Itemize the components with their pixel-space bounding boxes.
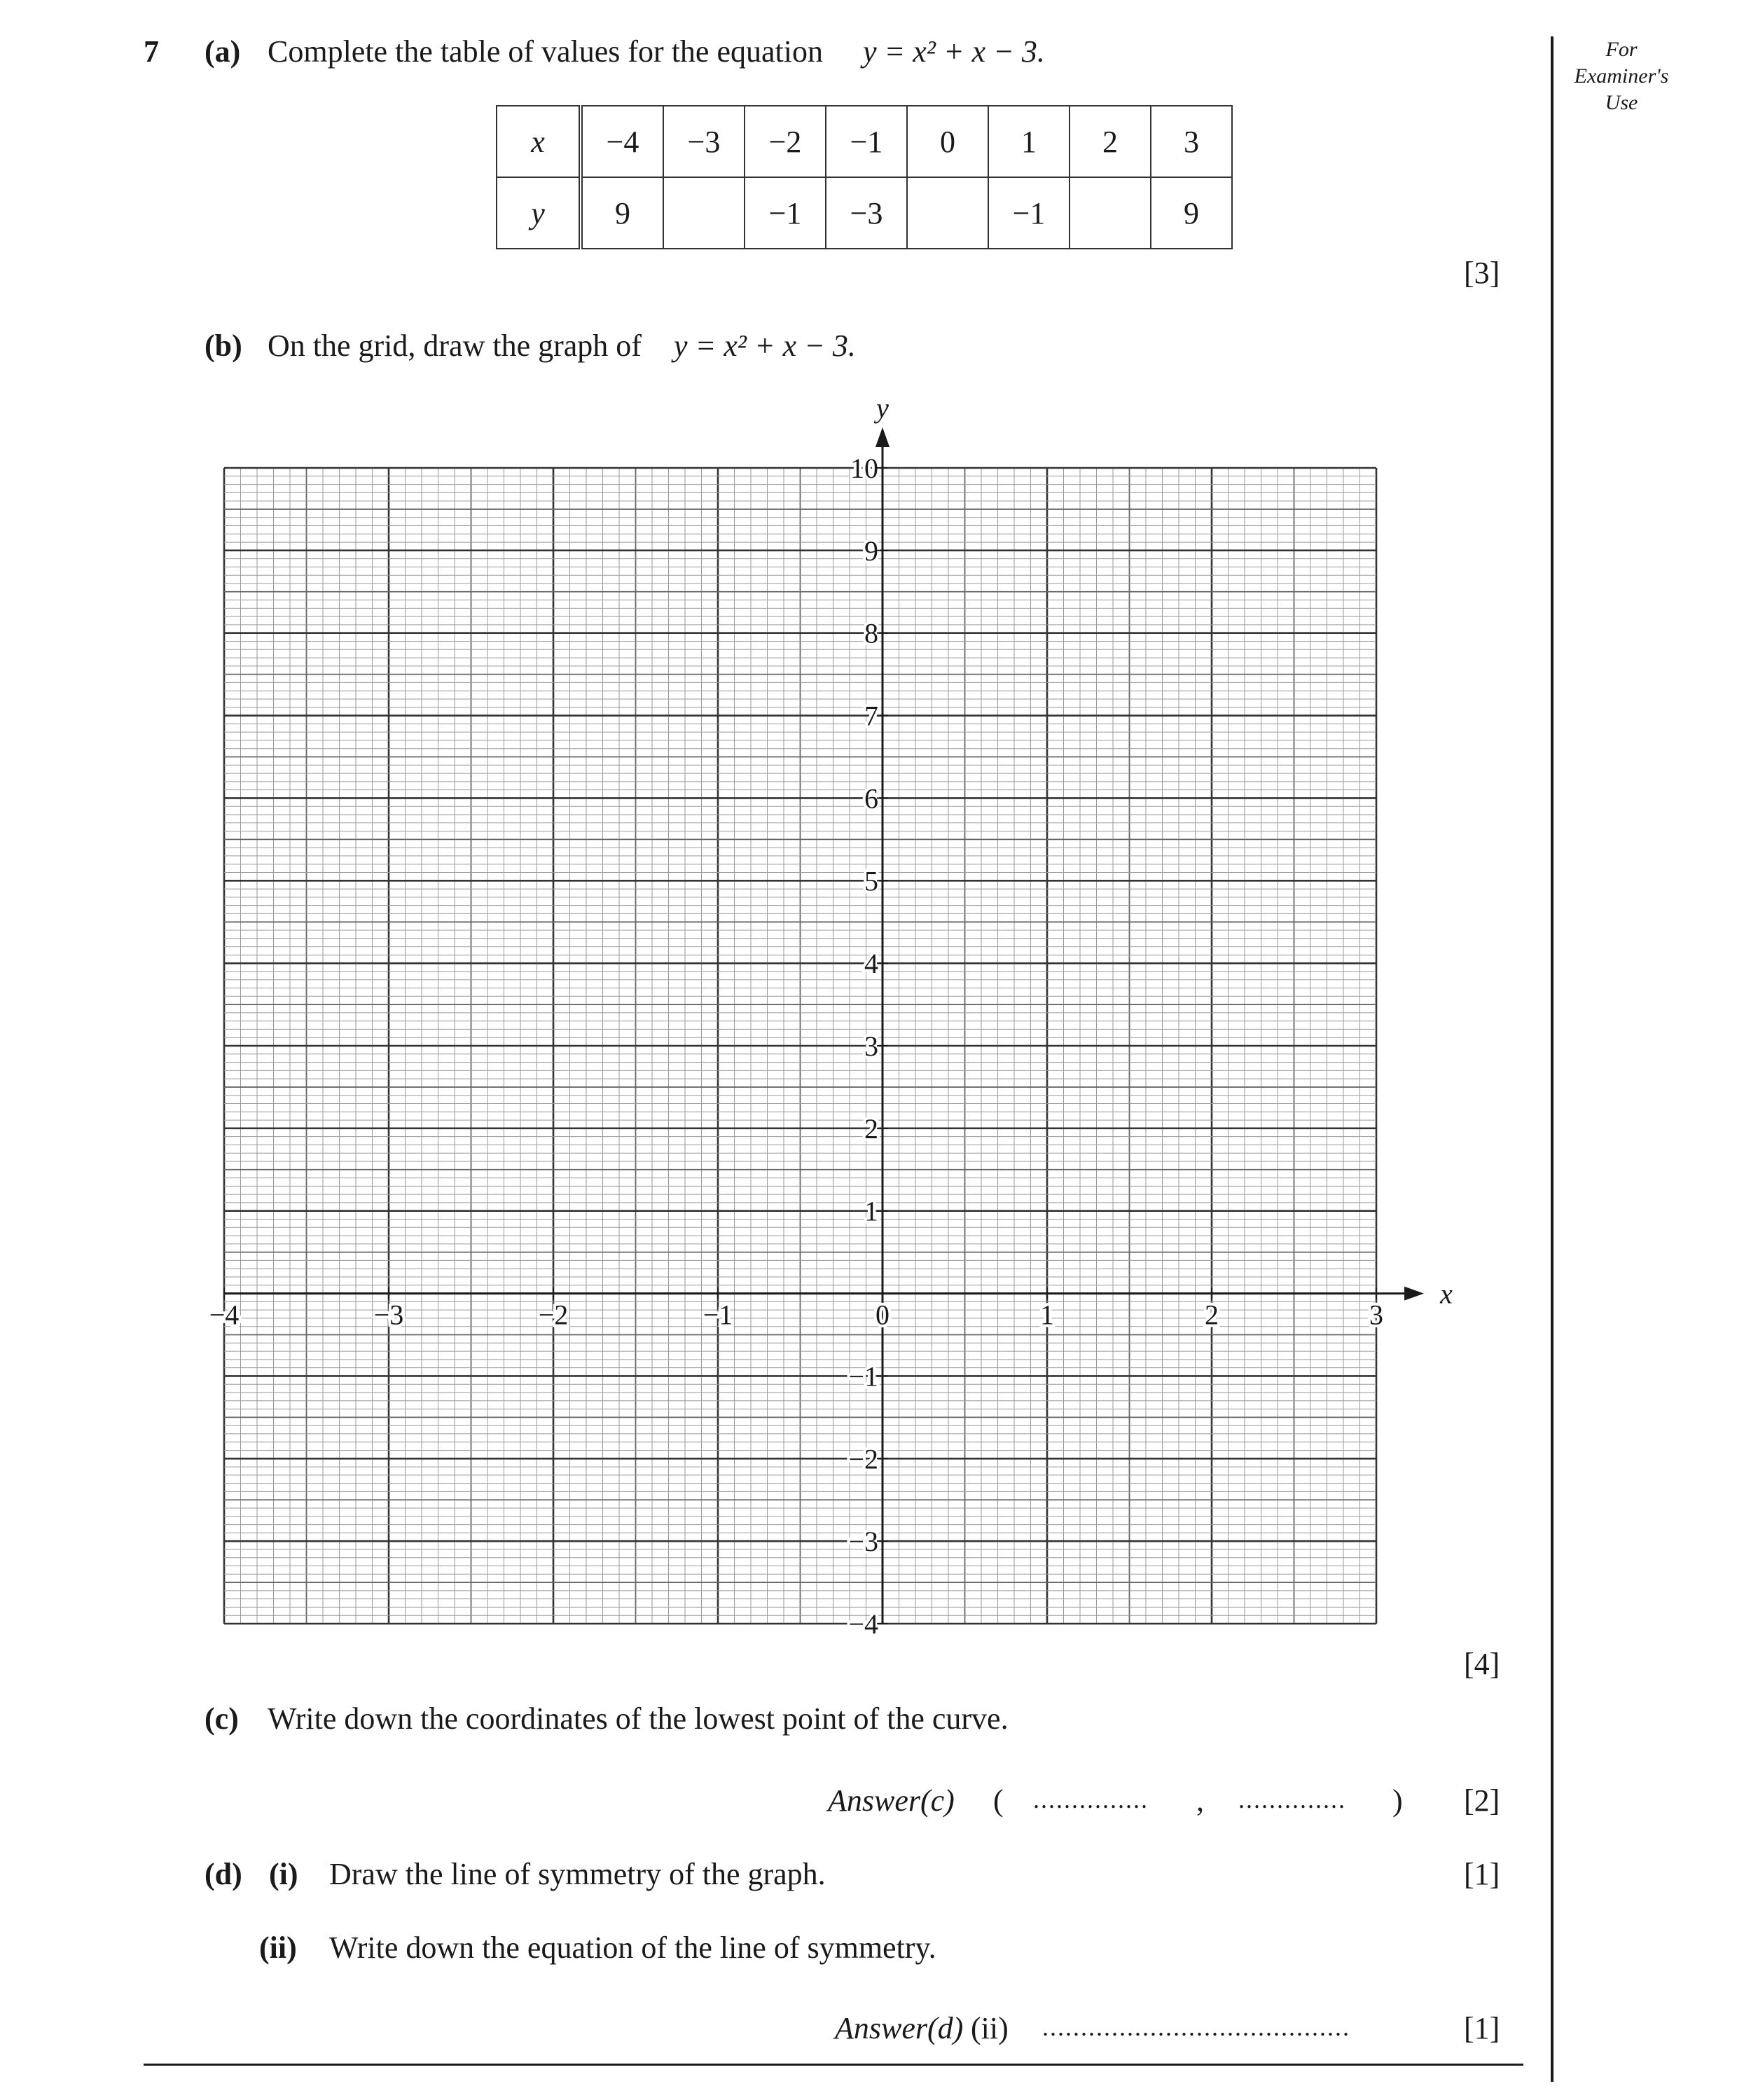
y-tick-label: 10 [850,453,878,484]
x-axis-label: x [1440,1278,1453,1310]
x-tick-label: −4 [209,1299,240,1331]
part-a-text: Complete the table of values for the equation [268,34,823,69]
y-tick-label: 4 [864,948,878,980]
part-d-ii-label: (ii) [259,1930,297,1965]
table-cell-blank[interactable] [1070,177,1151,249]
table-cell: 1 [988,106,1070,177]
table-cell: −1 [826,106,907,177]
y-tick-label: 9 [864,534,878,567]
answer-c-y-field[interactable]: .............. [1238,1785,1346,1814]
part-b-marks: [4] [1464,1647,1500,1681]
y-tick-label: −1 [848,1360,878,1393]
part-d-i-marks: [1] [1464,1857,1500,1891]
x-tick-label: 2 [1205,1299,1219,1331]
table-cell: −2 [745,106,826,177]
y-tick-label: 5 [864,865,878,897]
answer-c-comma: , [1196,1783,1204,1818]
y-tick-label: 3 [864,1030,878,1062]
table-cell: 3 [1151,106,1232,177]
part-a-label: (a) [205,34,241,69]
y-tick-label: 7 [864,700,878,732]
part-d-ii-marks: [1] [1464,2011,1500,2045]
y-tick-label: 6 [864,782,878,815]
question-number: 7 [144,34,159,69]
x-tick-label: −3 [373,1299,404,1331]
answer-c-open-paren: ( [993,1783,1004,1818]
x-axis-arrow-icon [1404,1287,1424,1301]
part-b-label: (b) [205,329,242,363]
part-b-equation: y = x² + x − 3. [674,329,856,363]
table-cell: 0 [907,106,988,177]
answer-c-close-paren: ) [1392,1783,1403,1818]
part-b-text: On the grid, draw the graph of [268,329,642,363]
table-cell: −3 [826,177,907,249]
part-c-label: (c) [205,1701,239,1736]
table-cell: 9 [1151,177,1232,249]
examiner-use-label: For Examiner's Use [1574,38,1669,114]
answer-c-x-field[interactable]: ............... [1033,1785,1149,1814]
x-tick-label: −1 [703,1299,733,1331]
y-tick-label: −4 [848,1608,878,1640]
part-d-label: (d) [205,1857,242,1891]
answer-d-suffix: (ii) [971,2011,1009,2045]
y-tick-label: 1 [864,1195,878,1227]
table-header-y: y [497,177,581,249]
x-tick-label: 0 [876,1299,890,1331]
y-tick-label: 2 [864,1112,878,1145]
part-d-ii-text: Write down the equation of the line of symmetry. [329,1930,936,1965]
x-tick-label: 3 [1369,1299,1383,1331]
y-tick-label: −3 [848,1526,878,1558]
graph-grid[interactable] [196,392,1457,1646]
y-axis-arrow-icon [876,427,890,447]
part-a-marks: [3] [1464,256,1500,290]
y-axis-label: y [876,392,889,424]
answer-d-ii-field[interactable]: ........................................ [1042,2013,1350,2041]
bottom-rule [144,2064,1523,2066]
examiner-margin-line [1551,36,1553,2082]
table-cell: −3 [663,106,745,177]
table-header-x: x [497,106,581,177]
part-c-marks: [2] [1464,1783,1500,1818]
part-d-i-text: Draw the line of symmetry of the graph. [329,1857,826,1891]
table-cell: 2 [1070,106,1151,177]
part-a-equation: y = x² + x − 3. [863,34,1045,69]
part-d-i-label: (i) [269,1857,298,1891]
table-cell-blank[interactable] [663,177,745,249]
x-tick-label: 1 [1040,1299,1054,1331]
y-tick-label: 8 [864,617,878,649]
x-tick-label: −2 [538,1299,569,1331]
table-cell-blank[interactable] [907,177,988,249]
part-c-text: Write down the coordinates of the lowest point of the curve. [268,1701,1009,1736]
answer-d-label: Answer(d) [835,2011,964,2045]
table-cell: −4 [581,106,663,177]
answer-c-label: Answer(c) [828,1783,955,1818]
table-cell: −1 [745,177,826,249]
table-cell: 9 [581,177,663,249]
table-row-y [497,177,1232,249]
y-tick-label: −2 [848,1443,878,1475]
values-table [496,105,1233,249]
table-cell: −1 [988,177,1070,249]
table-row-x [497,106,1232,177]
